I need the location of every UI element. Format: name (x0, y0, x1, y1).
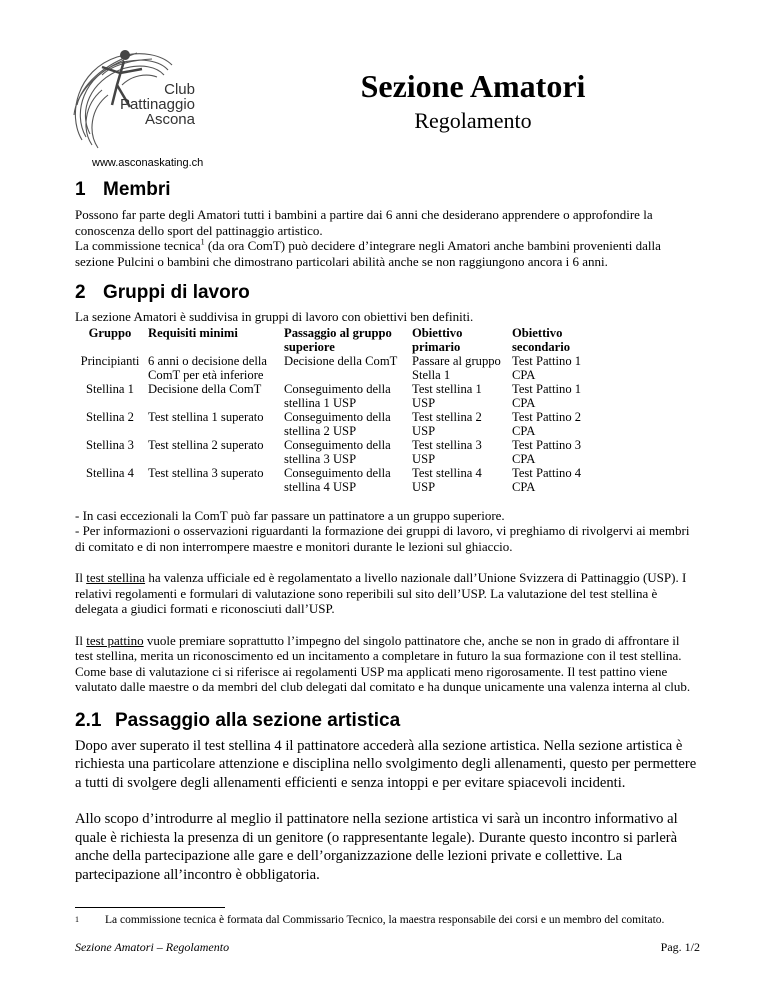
table-cell: Decisione della ComT (148, 381, 262, 396)
logo-line-pattinaggio: Pattinaggio (119, 96, 195, 113)
table-cell: Test Pattino 2 CPA (512, 409, 582, 438)
section-1-paragraph: Possono far parte degli Amatori tutti i bambini a partire dai 6 anni che desiderano apprendere o approfondire la conoscenza dello sport del pattinaggio artistico. (75, 207, 653, 238)
footnote-ref: 1 (200, 237, 205, 247)
section-2-intro: La sezione Amatori è suddivisa in gruppi di lavoro con obiettivi ben definiti. (75, 309, 474, 324)
table-cell: Principianti (80, 353, 140, 368)
section-title: Passaggio alla sezione artistica (115, 709, 401, 731)
table-header: Gruppo (88, 325, 132, 340)
test-stellina-term: test stellina (86, 570, 146, 585)
table-cell: Conseguimento della stellina 1 USP (284, 381, 391, 410)
page-number: Pag. 1/2 (660, 940, 700, 954)
table-header-row (75, 326, 595, 354)
table-row (75, 382, 595, 410)
table-cell: Test stellina 3 USP (412, 437, 482, 466)
table-cell: Stellina 4 (86, 465, 134, 480)
section-2-note-2: - Per informazioni o osservazioni riguardanti la formazione dei gruppi di lavoro, vi preghiamo di rivolgervi ai membri di comitato e di non interrompere maestre e monitori durante le lezioni sul ghiaccio. (75, 523, 690, 554)
test-stellina-paragraph (75, 570, 700, 617)
text-span: La commissione tecnica (75, 238, 201, 253)
text-span: ha valenza ufficiale ed è regolamentato a livello nazionale dall’Unione Svizzera di Pattinaggio (USP). I relativi regolamenti e formulari di valutazione sono reperibili sul sito dell’USP. La valutazione del test stellina è delegata a giudici formati e riconosciuti dall’USP. (75, 570, 687, 616)
table-row (75, 354, 595, 382)
table-cell: Passare al gruppo Stella 1 (412, 353, 501, 382)
text-span: vuole premiare soprattutto l’impegno del singolo pattinatore che, anche se non in grado di affrontare il test stellina, merita un riconoscimento ed un incitamento a completare in futuro la sua formazione con il test stellina. Come base di valutazione ci si riferisce ai regolamenti USP ma applicati meno rigorosamente. Il test pattino viene valutato dalle maestre o da membri del club delegati dal comitato e ha dunque unicamente una valenza interna al club. (75, 632, 691, 694)
table-header: Obiettivo secondario (512, 325, 571, 354)
section-2-heading (75, 281, 700, 305)
table-cell: Conseguimento della stellina 2 USP (284, 409, 391, 438)
table-cell: Stellina 2 (86, 409, 134, 424)
section-2-note-1: - In casi eccezionali la ComT può far passare un pattinatore a un gruppo superiore. (75, 507, 505, 523)
logo-line-ascona: Ascona (144, 111, 195, 128)
table-cell: Stellina 3 (86, 437, 134, 452)
table-row (75, 466, 595, 494)
section-title: Membri (103, 179, 171, 200)
section-1-heading (75, 178, 700, 202)
table-cell: Test stellina 1 superato (148, 409, 264, 424)
section-2-1-paragraph-1: Dopo aver superato il test stellina 4 il pattinatore accederà alla sezione artistica. Nella sezione artistica è richiesta una particolare attenzione e disciplina nello svolgimento degli allenamenti, questo per permettere a tutti di svolgere degli allenamenti efficienti e senza intoppi e per evitare spiacevoli incidenti. (75, 737, 697, 791)
document-body (75, 178, 700, 884)
table-cell: Test Pattino 1 CPA (512, 381, 582, 410)
section-number: 1 (75, 179, 86, 200)
table-cell: Stellina 1 (86, 381, 134, 396)
test-pattino-term: test pattino (86, 632, 144, 648)
footnote-text: La commissione tecnica è formata dal Commissario Tecnico, la maestra responsabile dei corsi e un membro del comitato. (105, 914, 665, 926)
footnote-separator (75, 907, 225, 908)
table-cell: Test stellina 2 USP (412, 409, 482, 438)
table-cell: Test stellina 3 superato (148, 465, 264, 480)
section-1-paragraph-2 (75, 238, 700, 269)
logo-line-club: Club (164, 81, 195, 98)
test-pattino-paragraph (75, 633, 700, 695)
groups-table (75, 326, 595, 494)
footer-document-name: Sezione Amatori – Regolamento (75, 940, 230, 954)
club-logo-text (105, 82, 195, 127)
section-2-1-paragraph-2: Allo scopo d’introdurre al meglio il pattinatore nella sezione artistica vi sarà un incontro informativo al quale è richiesta la presenza di un genitore (o rappresentante legale). Durante questo incontro si parlerà anche della partecipazione alle gare e dell’organizzazione delle lezioni private e collettive. La partecipazione all’incontro è obbligatoria. (75, 811, 678, 883)
footnote-mark: 1 (75, 915, 79, 924)
table-cell: Test Pattino 4 CPA (512, 465, 582, 494)
table-header: Obiettivo primario (412, 325, 463, 354)
footnote (75, 913, 700, 927)
section-number: 2 (75, 282, 86, 303)
text-span: (da ora ComT) può decidere d’integrare negli Amatori anche bambini provenienti dalla sezione Pulcini o bambini che dimostrano particolari abilità anche se non raggiungono ancora i 6 anni. (75, 238, 661, 269)
table-cell: Test stellina 1 USP (412, 381, 482, 410)
table-cell: Conseguimento della stellina 4 USP (284, 465, 391, 494)
table-header: Requisiti minimi (148, 325, 238, 340)
document-title: Sezione Amatori (360, 68, 586, 104)
table-cell: Test stellina 4 USP (412, 465, 482, 494)
table-header: Passaggio al gruppo superiore (284, 325, 392, 354)
page-footer (75, 940, 700, 955)
table-row (75, 438, 595, 466)
website-url[interactable]: www.asconaskating.ch (92, 157, 204, 169)
document-title-block (323, 68, 623, 134)
table-cell: Test Pattino 1 CPA (512, 353, 582, 382)
section-number: 2.1 (75, 709, 102, 731)
table-row (75, 410, 595, 438)
table-cell: Decisione della ComT (284, 353, 398, 368)
document-subtitle: Regolamento (414, 108, 532, 133)
table-cell: 6 anni o decisione della ComT per età inferiore (148, 353, 267, 382)
table-cell: Test Pattino 3 CPA (512, 437, 582, 466)
section-title: Gruppi di lavoro (103, 282, 250, 303)
section-2-1-heading (75, 709, 700, 733)
table-cell: Test stellina 2 superato (148, 437, 264, 452)
text-span: Il (75, 632, 87, 648)
text-span: Il (75, 570, 87, 585)
table-cell: Conseguimento della stellina 3 USP (284, 437, 391, 466)
